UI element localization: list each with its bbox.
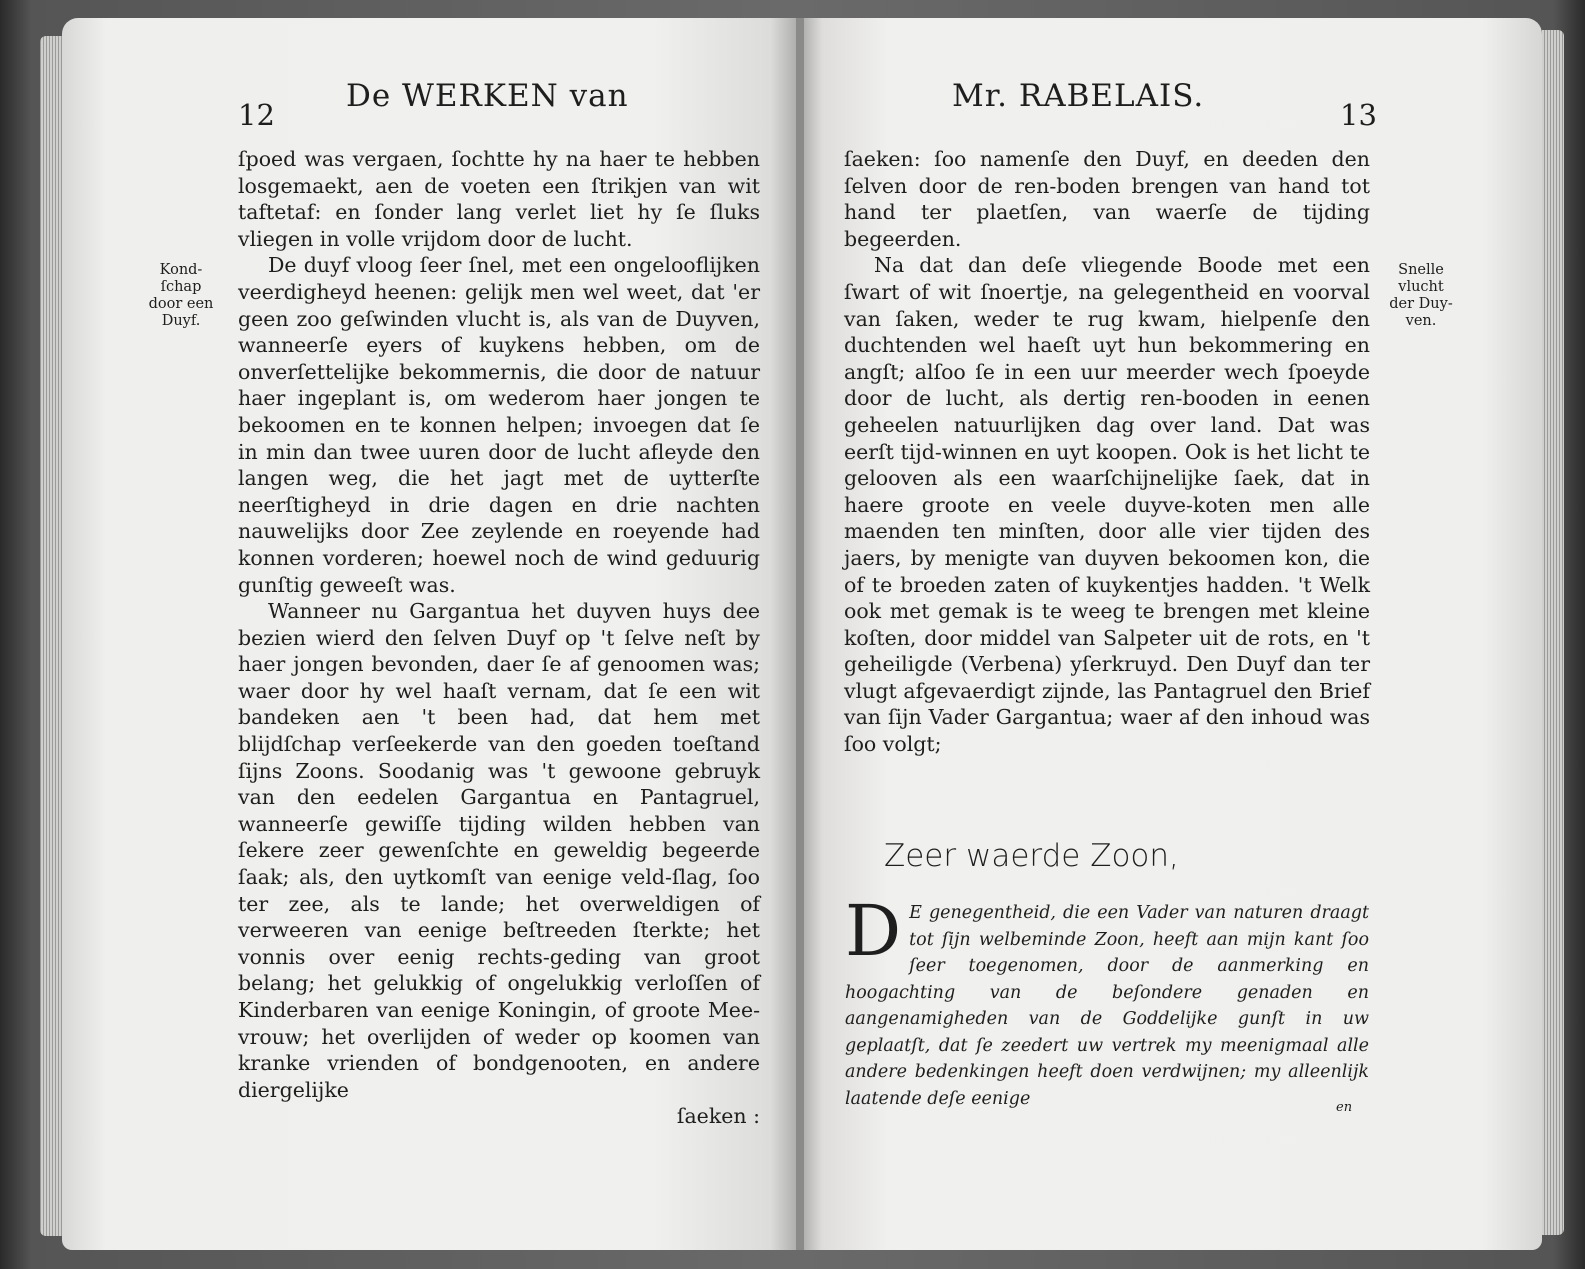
left-margin-note: Kond- ſchap door een Duyf. <box>148 262 214 329</box>
right-page-edges <box>1542 30 1564 1235</box>
book-gutter <box>796 18 804 1250</box>
letter-body: E genegentheid, die een Vader van naturen draagt tot ſijn welbeminde Zoon, heeft aan mijn kant ſoo ſeer toegenomen, door de aanmerking en hoogachting van de beſondere genaden en aangenamigheden van de Goddelijke gunſt in uw geplaatſt, dat ſe zeedert uw vertrek my meenigmaal alle andere bedenkingen heeft doen verdwijnen; my alleenlijk laatende deſe eenige <box>845 903 1369 1109</box>
left-paragraph-3: Wanneer nu Gargantua het duyven huys dee bezien wierd den ſelven Duyf op 't ſelve neſt by haer jongen bevonden, daer ſe af genoomen was; waer door hy wel haaſt vernam, dat ſe een wit bandeken aen 't been had, dat hem met blijdſchap verſeekerde van den goeden toeſtand ſijns Zoons. Soodanig was 't gewoone gebruyk van den eedelen Gargantua en Pantagruel, wanneerſe gewiſſe tijding wilden hebben van ſekere zeer gewenſchte en geweldig begeerde ſaak; als, den uytkomſt van eenige veld-ſlag, ſoo ter zee, als te lande; het overweldigen of verweeren van eenige beſtreeden ſterkte; het vonnis over eenig rechts-geding van groot belang; het gelukkig of ongelukkig verloſſen of Kinderbaren van eenige Koningin, of groote Mee-vrouw; het overlijden of weder op koomen van kranke vrienden of bondgenooten, en andere diergelijke <box>238 599 760 1102</box>
right-paragraph-2: Na dat dan deſe vliegende Boode met een ſwart of wit ſnoertje, na gelegentheid en voorval van ſaken, weder te rug kwam, hielpenſe den duchtenden wel haeſt uyt hun bekommering en angſt; alſoo ſe in een uur meerder wech ſpoeyde door de lucht, als dertig ren-booden in eenen geheelen natuurlijken dag over land. Dat was eerſt tijd-winnen en uyt koopen. Ook is het licht te gelooven als een waarſchijnelijke ſaek, dat in haere groote en veele duyve-koten men alle maenden ten minſten, door alle vier tijden des jaers, by menigte van duyven bekoomen kon, die of te broeden zaten of kuykentjes hadden. 't Welk ook met gemak is te weeg te brengen met kleine koſten, door middel van Salpeter uit de rots, en 't geheiligde (Verbena) yſerkruyd. Den Duyf dan ter vlugt afgevaerdigt zijnde, las Pantagruel den Brief van ſijn Vader Gargantua; waer af den inhoud was ſoo volgt; <box>844 253 1370 757</box>
left-page-number: 12 <box>238 98 275 132</box>
right-page-number: 13 <box>1340 98 1377 132</box>
right-paragraph-1: ſaeken: ſoo namenſe den Duyf, en deeden den ſelven door de ren-boden brengen van hand tot hand ter plaetſen, van waerſe de tijding begeerden. <box>844 147 1370 251</box>
letter-text <box>845 890 1369 1112</box>
left-end-word: ſaeken : <box>676 1104 760 1129</box>
right-body-text <box>844 146 1370 758</box>
drop-cap: D <box>845 890 902 972</box>
right-margin-note: Snelle vlucht der Duy- ven. <box>1389 262 1453 329</box>
left-running-header: De WERKEN van <box>346 78 629 114</box>
left-paragraph-2: De duyf vloog ſeer ſnel, met een ongelooflijken veerdigheyd heenen: gelijk men wel weet, dat 'er geen zoo geſwinden vlucht is, als van de Duyven, wanneerſe eyers of kuykens hebben, om de onverſettelijke bekommernis, die door de natuur haer ingeplant is, om wederom haer jongen te bekoomen en te konnen helpen; invoegen dat ſe in min dan twee uuren door de lucht afleyde den langen weg, die het jagt met de uytterſte neerſtigheyd in drie dagen en drie nachten nauwelijks door Zee zeylende en roeyende had konnen vorderen; hoewel noch de wind geduurig gunſtig geweeſt was. <box>238 253 760 597</box>
left-body-text <box>238 146 760 1130</box>
left-page-edges <box>40 36 62 1236</box>
right-running-header: Mr. RABELAIS. <box>952 78 1205 114</box>
catchword: en <box>1336 1100 1353 1115</box>
letter-salutation: Zeer waerde Zoon, <box>884 838 1179 874</box>
left-paragraph-1: ſpoed was vergaen, ſochtte hy na haer te hebben losgemaekt, aen de voeten een ſtrikjen van wit taftetaf: en ſonder lang verlet liet hy ſe ſluks vliegen in volle vrijdom door de lucht. <box>238 147 760 251</box>
